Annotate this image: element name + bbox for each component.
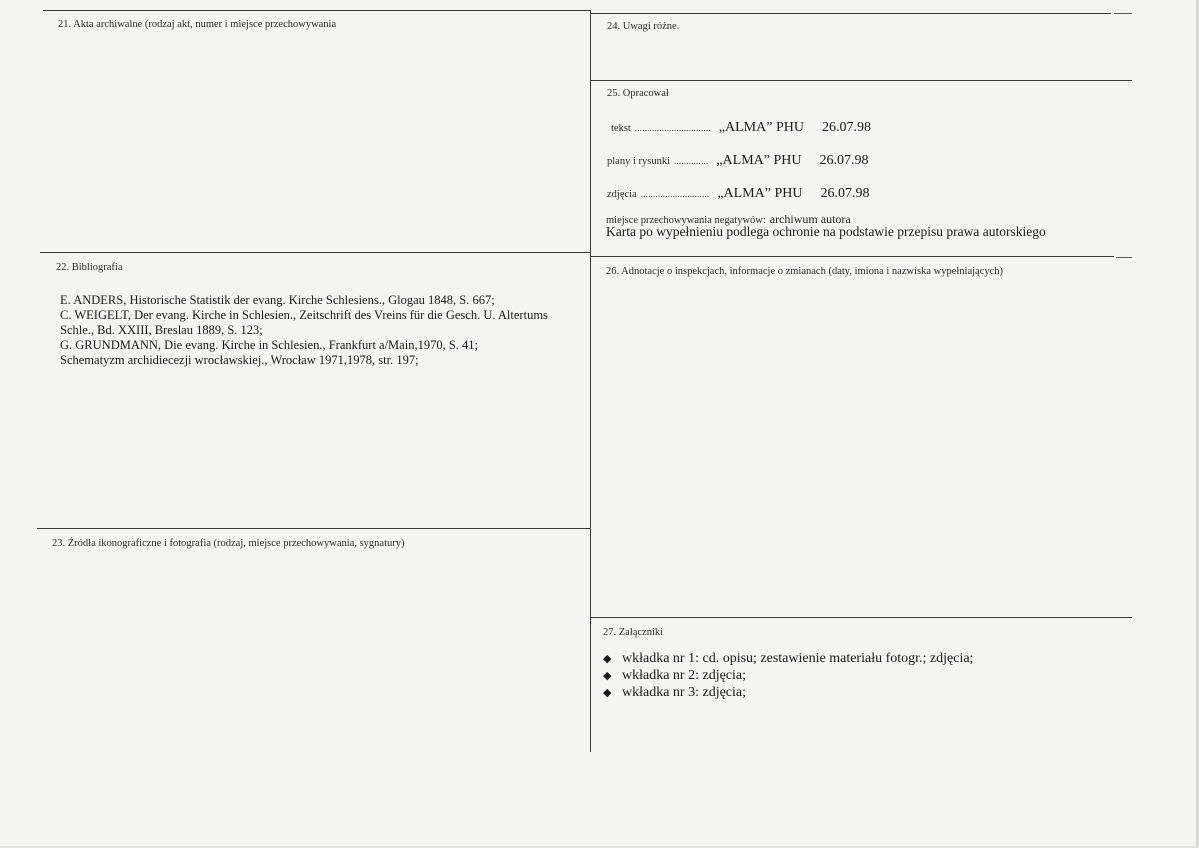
credit-label: zdjęcia: [607, 189, 637, 200]
attachment-text: wkładka nr 3: zdjęcia;: [622, 685, 747, 700]
top-border-right: [591, 13, 1111, 14]
credit-row-photos: [607, 184, 870, 202]
section-27-label: 27. Załączniki: [603, 627, 664, 638]
credit-date: 26.07.98: [821, 120, 871, 135]
section-21-label: 21. Akta archiwalne (rodzaj akt, numer i miejsce przechowywania: [58, 19, 337, 30]
credit-dots: ..............: [674, 156, 709, 166]
credit-date: 26.07.98: [819, 153, 869, 168]
credit-date: 26.07.98: [820, 186, 870, 201]
section-25-label: 25. Opracował: [607, 88, 669, 99]
copyright-note: Karta po wypełnieniu podlega ochronie na podstawie przepisu prawa autorskiego: [606, 224, 1046, 239]
credit-dots: ...............................: [634, 123, 711, 133]
top-border-left: [43, 10, 591, 11]
attachment-text: wkładka nr 1: cd. opisu; zestawienie materiału fotogr.; zdjęcia;: [622, 651, 974, 666]
section-23-label: 23. Źródła ikonograficzne i fotografia (rodzaj, miejsce przechowywania, sygnatury): [52, 538, 405, 549]
credit-label: plany i rysunki: [607, 156, 670, 167]
diamond-bullet-icon: ◆: [603, 670, 612, 682]
bibliography-entry: C. WEIGELT, Der evang. Kirche in Schlesien., Zeitschrift des Vreins für die Gesch. U. Altertums: [60, 308, 548, 322]
attachment-item: [603, 685, 746, 701]
bibliography-list: [60, 293, 548, 368]
divider-24-25: [591, 80, 1132, 81]
credit-row-text: [611, 118, 871, 136]
divider-22-23: [37, 528, 590, 529]
credit-dots: ............................: [640, 189, 710, 199]
top-border-dash: [1114, 13, 1132, 14]
attachment-item: [603, 668, 746, 684]
attachment-item: [603, 651, 973, 667]
bibliography-entry: E. ANDERS, Historische Statistik der evang. Kirche Schlesiens., Glogau 1848, S. 667;: [60, 293, 495, 307]
credit-row-drawings: [607, 151, 868, 169]
credit-author: „ALMA” PHU: [718, 120, 804, 135]
bibliography-entry: Schle., Bd. XXIII, Breslau 1889, S. 123;: [60, 323, 263, 337]
negatives-label: miejsce przechowywania negatywów:: [606, 215, 766, 226]
bibliography-entry: G. GRUNDMANN, Die evang. Kirche in Schlesien., Frankfurt a/Main,1970, S. 41;: [60, 338, 478, 352]
section-26-label: 26. Adnotacje o inspekcjach, informacje o zmianach (daty, imiona i nazwiska wypełniających): [606, 266, 1004, 277]
credit-author: „ALMA” PHU: [717, 186, 803, 201]
negatives-value: archiwum autora: [769, 212, 851, 226]
bibliography-entry: Schematyzm archidiecezji wrocławskiej., Wrocław 1971,1978, str. 197;: [60, 353, 419, 367]
diamond-bullet-icon: ◆: [603, 653, 612, 665]
attachment-text: wkładka nr 2: zdjęcia;: [622, 668, 747, 683]
credit-author: „ALMA” PHU: [716, 153, 802, 168]
center-divider: [590, 10, 591, 752]
section-24-label: 24. Uwagi różne.: [607, 21, 680, 32]
divider-26-27: [591, 617, 1132, 618]
divider-25-26-dash: [1116, 257, 1132, 258]
credit-label: tekst: [611, 123, 631, 134]
divider-21-22: [40, 252, 591, 253]
diamond-bullet-icon: ◆: [603, 687, 612, 699]
section-22-label: 22. Bibliografia: [56, 262, 123, 273]
divider-25-26: [591, 256, 1114, 257]
